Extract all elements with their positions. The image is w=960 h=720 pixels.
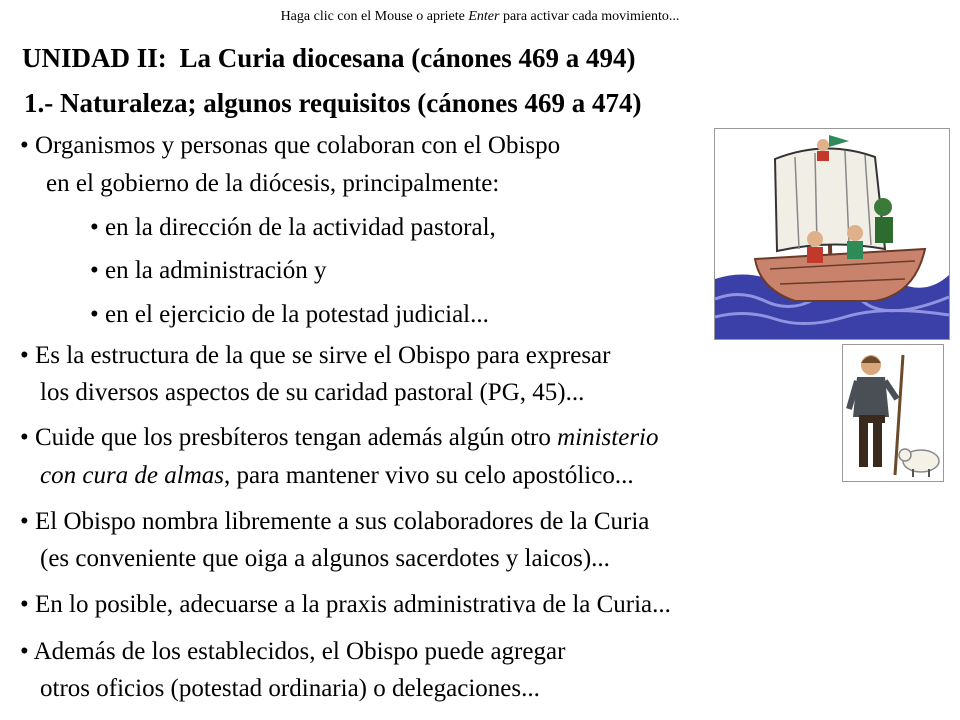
shepherd-icon	[843, 345, 943, 481]
unit-text: La Curia diocesana (cánones 469 a 494)	[179, 43, 636, 73]
bullet-presbiteros-cont	[40, 458, 634, 494]
bullet-estructura-cont: los diversos aspectos de su caridad pastoral (PG, 45)...	[40, 379, 585, 406]
instruction-hint	[0, 9, 960, 25]
hint-key: Enter	[468, 9, 500, 24]
subbullet-pastoral: • en la dirección de la actividad pastoral,	[90, 214, 496, 241]
boat-icon	[715, 129, 949, 339]
presbiteros-cont-text: , para mantener vivo su celo apostólico...	[224, 462, 634, 489]
bullet-nombramiento: • El Obispo nombra libremente a sus colaboradores de la Curia	[20, 508, 650, 535]
shepherd-illustration	[842, 344, 944, 482]
ministerio-emphasis: ministerio	[557, 424, 659, 451]
cura-almas-emphasis: con cura de almas	[40, 462, 224, 489]
subbullet-administracion: • en la administración y	[90, 257, 327, 284]
bullet-organismos-cont: en el gobierno de la diócesis, principalmente:	[46, 170, 500, 197]
boat-illustration	[714, 128, 950, 340]
presbiteros-text: • Cuide que los presbíteros tengan además algún otro	[20, 424, 558, 451]
hint-pre: Haga clic con el Mouse o apriete	[280, 9, 469, 24]
bullet-presbiteros	[20, 420, 659, 456]
bullet-organismos: • Organismos y personas que colaboran con el Obispo	[20, 132, 561, 159]
unit-label: UNIDAD II:	[22, 43, 167, 73]
bullet-oficios: • Además de los establecidos, el Obispo puede agregar	[20, 638, 566, 665]
bullet-oficios-cont: otros oficios (potestad ordinaria) o delegaciones...	[40, 675, 540, 702]
hint-post: para activar cada movimiento...	[499, 9, 680, 24]
section-title: 1.- Naturaleza; algunos requisitos (cánones 469 a 474)	[24, 88, 642, 118]
unit-title	[22, 43, 636, 74]
bullet-estructura: • Es la estructura de la que se sirve el Obispo para expresar	[20, 342, 611, 369]
bullet-nombramiento-cont: (es conveniente que oiga a algunos sacerdotes y laicos)...	[40, 545, 610, 572]
bullet-praxis: • En lo posible, adecuarse a la praxis administrativa de la Curia...	[20, 591, 671, 618]
subbullet-judicial: • en el ejercicio de la potestad judicial...	[90, 301, 489, 328]
